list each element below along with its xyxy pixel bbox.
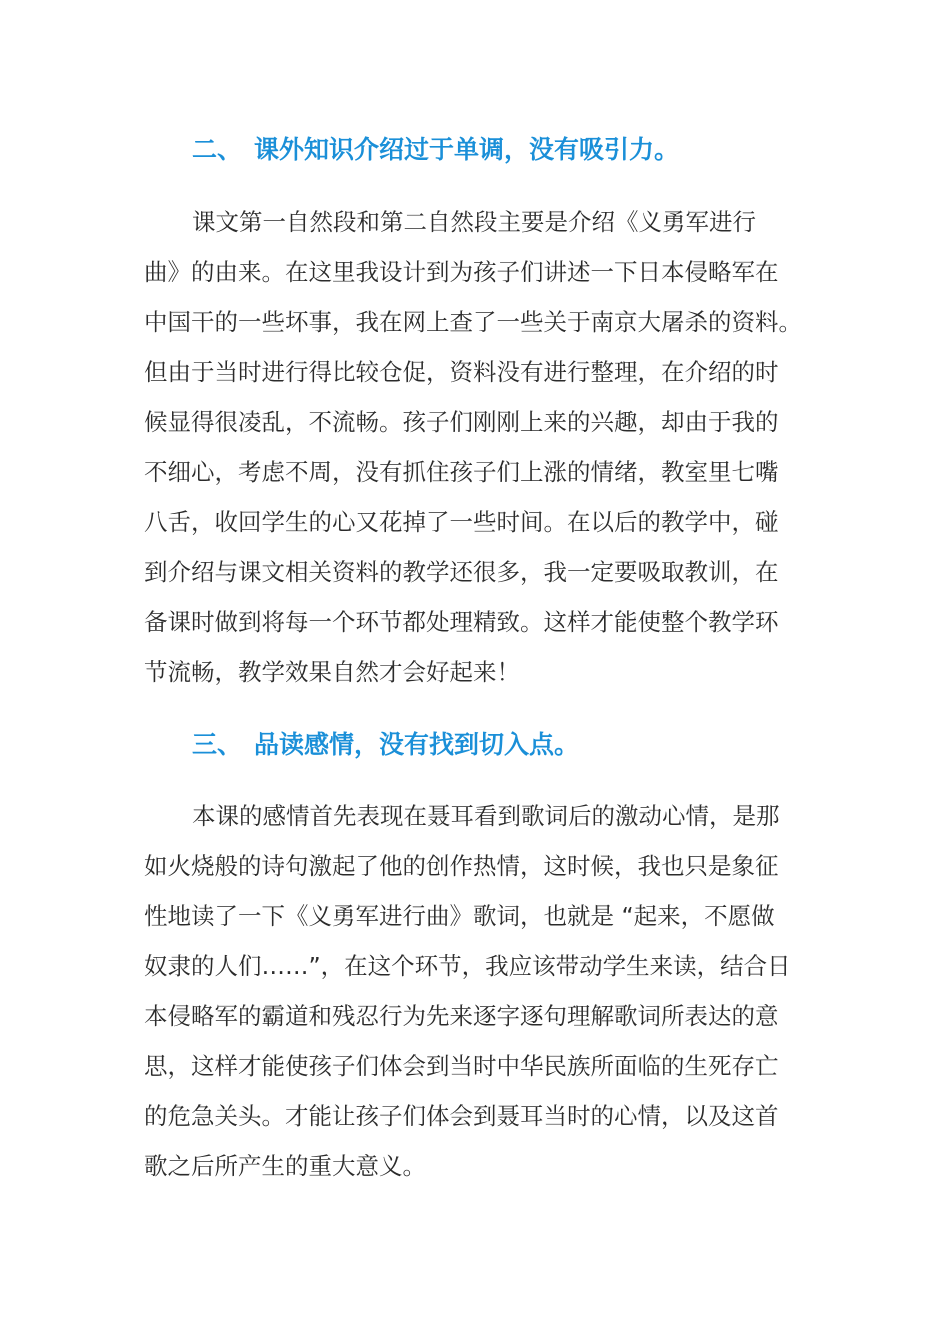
paragraph-line: 性地读了一下《义勇军进行曲》歌词，也就是 “起来，不愿做: [144, 902, 775, 930]
paragraph-line: 但由于当时进行得比较仓促，资料没有进行整理，在介绍的时: [144, 358, 779, 386]
section-3-title: 品读感情，没有找到切入点。: [254, 730, 580, 759]
paragraph-line: 候显得很凌乱，不流畅。孩子们刚刚上来的兴趣，却由于我的: [144, 408, 779, 436]
paragraph-line: 不细心，考虑不周，没有抓住孩子们上涨的情绪，教室里七嘴: [144, 458, 779, 486]
section-2-number: 二、: [192, 135, 243, 164]
paragraph-line: 节流畅，教学效果自然才会好起来！: [144, 658, 520, 686]
paragraph-line: 到介绍与课文相关资料的教学还很多，我一定要吸取教训，在: [144, 558, 779, 586]
paragraph-line: 奴隶的人们……”，在这个环节，我应该带动学生来读，结合日: [144, 952, 791, 980]
paragraph-line: 备课时做到将每一个环节都处理精致。这样才能使整个教学环: [144, 608, 779, 636]
paragraph-line: 曲》的由来。在这里我设计到为孩子们讲述一下日本侵略军在: [144, 258, 779, 286]
section-2-heading: [192, 130, 679, 170]
paragraph-line: 课文第一自然段和第二自然段主要是介绍《义勇军进行: [192, 208, 756, 236]
paragraph-line: 如火烧般的诗句激起了他的创作热情，这时候，我也只是象征: [144, 852, 779, 880]
paragraph-line: 本课的感情首先表现在聂耳看到歌词后的激动心情，是那: [192, 802, 780, 830]
paragraph-line: 八舌，收回学生的心又花掉了一些时间。在以后的教学中，碰: [144, 508, 779, 536]
paragraph-line: 的危急关头。才能让孩子们体会到聂耳当时的心情，以及这首: [144, 1102, 779, 1130]
section-3-heading: [192, 725, 579, 765]
paragraph-line: 歌之后所产生的重大意义。: [144, 1152, 426, 1180]
section-3-number: 三、: [192, 730, 243, 759]
paragraph-line: 中国干的一些坏事，我在网上查了一些关于南京大屠杀的资料。: [144, 308, 802, 336]
paragraph-line: 思，这样才能使孩子们体会到当时中华民族所面临的生死存亡: [144, 1052, 779, 1080]
paragraph-line: 本侵略军的霸道和残忍行为先来逐字逐句理解歌词所表达的意: [144, 1002, 779, 1030]
section-2-title: 课外知识介绍过于单调，没有吸引力。: [254, 135, 680, 164]
